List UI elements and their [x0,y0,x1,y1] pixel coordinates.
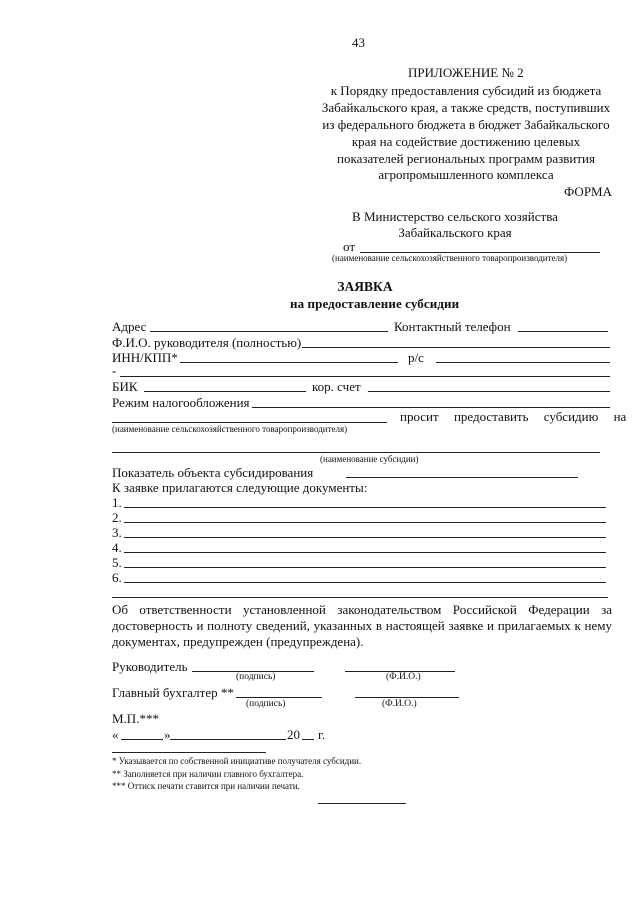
page-number: 43 [352,35,365,50]
appendix-line: из федерального бюджета в бюджет Забайкальского [322,117,610,132]
addressee-line: В Министерство сельского хозяйства [352,209,558,224]
document-number: 1. [112,495,122,510]
document-number: 4. [112,540,122,555]
director-name-field[interactable] [302,347,610,348]
appendix-line: агропромышленного комплекса [378,167,554,182]
corr-account-field[interactable] [368,391,610,392]
subsidy-caption: (наименование субсидии) [320,454,419,464]
dash-mark: - [112,363,117,378]
document-subtitle: на предоставление субсидии [290,296,460,311]
document-field-1[interactable] [124,507,606,508]
appendix-line: края на содействие достижению целевых [351,134,581,149]
date-year-field[interactable] [302,739,314,740]
footnote: ** Заполняется при наличии главного бухгалтера. [112,769,304,779]
responsibility-text: Об ответственности установленной законодательством Российской Федерации за достоверность и полноту сведений, указанных в настоящей заявке и прилагаемых к нему документах, предупрежден (предупреждена). [112,602,612,649]
date-year-suffix: г. [318,727,326,742]
bik-field[interactable] [144,391,306,392]
chief-accountant-label: Главный бухгалтер ** [112,685,234,700]
footnote-separator [112,752,266,753]
request-text-box [400,409,627,424]
producer-caption: (наименование сельскохозяйственного товаропроизводителя) [112,424,348,434]
document-number: 6. [112,570,122,585]
inn-kpp-label: ИНН/КПП* [112,350,178,365]
stamp-label: М.П.*** [112,711,159,726]
tax-regime-field[interactable] [252,407,610,408]
footnote: * Указывается по собственной инициативе получателя субсидии. [112,756,362,766]
document-field-5[interactable] [124,567,606,568]
signature-caption: (подпись) [236,672,276,682]
appendix-line: к Порядку предоставления субсидий из бюджета [330,83,602,98]
appendix-line: Забайкальского края, а также средств, поступивших [321,100,611,115]
director-label: Руководитель [112,659,188,674]
account-field[interactable] [436,362,610,363]
page-end-line [318,803,406,804]
document-field-6[interactable] [124,582,606,583]
indicator-label: Показатель объекта субсидирования [112,465,314,480]
addressee-line: Забайкальского края [398,225,512,240]
phone-label: Контактный телефон [394,319,511,334]
date-open-quote: « [112,727,119,742]
appendix-title: ПРИЛОЖЕНИЕ № 2 [408,65,524,80]
corr-account-label: кор. счет [312,379,361,394]
document-extra-field[interactable] [112,597,608,598]
producer-name-field[interactable] [112,422,387,423]
account-continuation-field[interactable] [120,376,610,377]
date-close-quote: » [164,727,171,742]
document-number: 5. [112,555,122,570]
document-number: 3. [112,525,122,540]
subsidy-name-field[interactable] [112,452,600,453]
from-caption: (наименование сельскохозяйственного товаропроизводителя) [332,253,568,263]
bik-label: БИК [112,379,138,394]
document-number: 2. [112,510,122,525]
phone-field[interactable] [518,331,608,332]
from-label: от [343,239,356,254]
director-name-label: Ф.И.О. руководителя (полностью) [112,335,302,350]
date-day-field[interactable] [121,739,163,740]
form-label: ФОРМА [564,184,612,199]
fio-caption: (Ф.И.О.) [382,699,417,709]
address-label: Адрес [112,319,147,334]
accountant-signature-field[interactable] [236,697,322,698]
accountant-fio-field[interactable] [355,697,459,698]
document-title: ЗАЯВКА [337,279,393,294]
tax-regime-label: Режим налогообложения [112,395,250,410]
inn-kpp-field[interactable] [180,362,398,363]
date-year-prefix: 20 [287,727,300,742]
date-month-field[interactable] [170,739,286,740]
document-field-2[interactable] [124,522,606,523]
signature-caption: (подпись) [246,699,286,709]
document-field-3[interactable] [124,537,606,538]
address-field[interactable] [150,331,388,332]
documents-intro: К заявке прилагаются следующие документы: [112,480,368,495]
footnote: *** Оттиск печати ставится при наличии печати. [112,781,300,791]
fio-caption: (Ф.И.О.) [386,672,421,682]
request-text: просит предоставить субсидию на [400,409,627,424]
appendix-line: показателей региональных программ развития [337,151,595,166]
account-label: р/с [408,350,424,365]
indicator-field[interactable] [346,477,578,478]
document-field-4[interactable] [124,552,606,553]
